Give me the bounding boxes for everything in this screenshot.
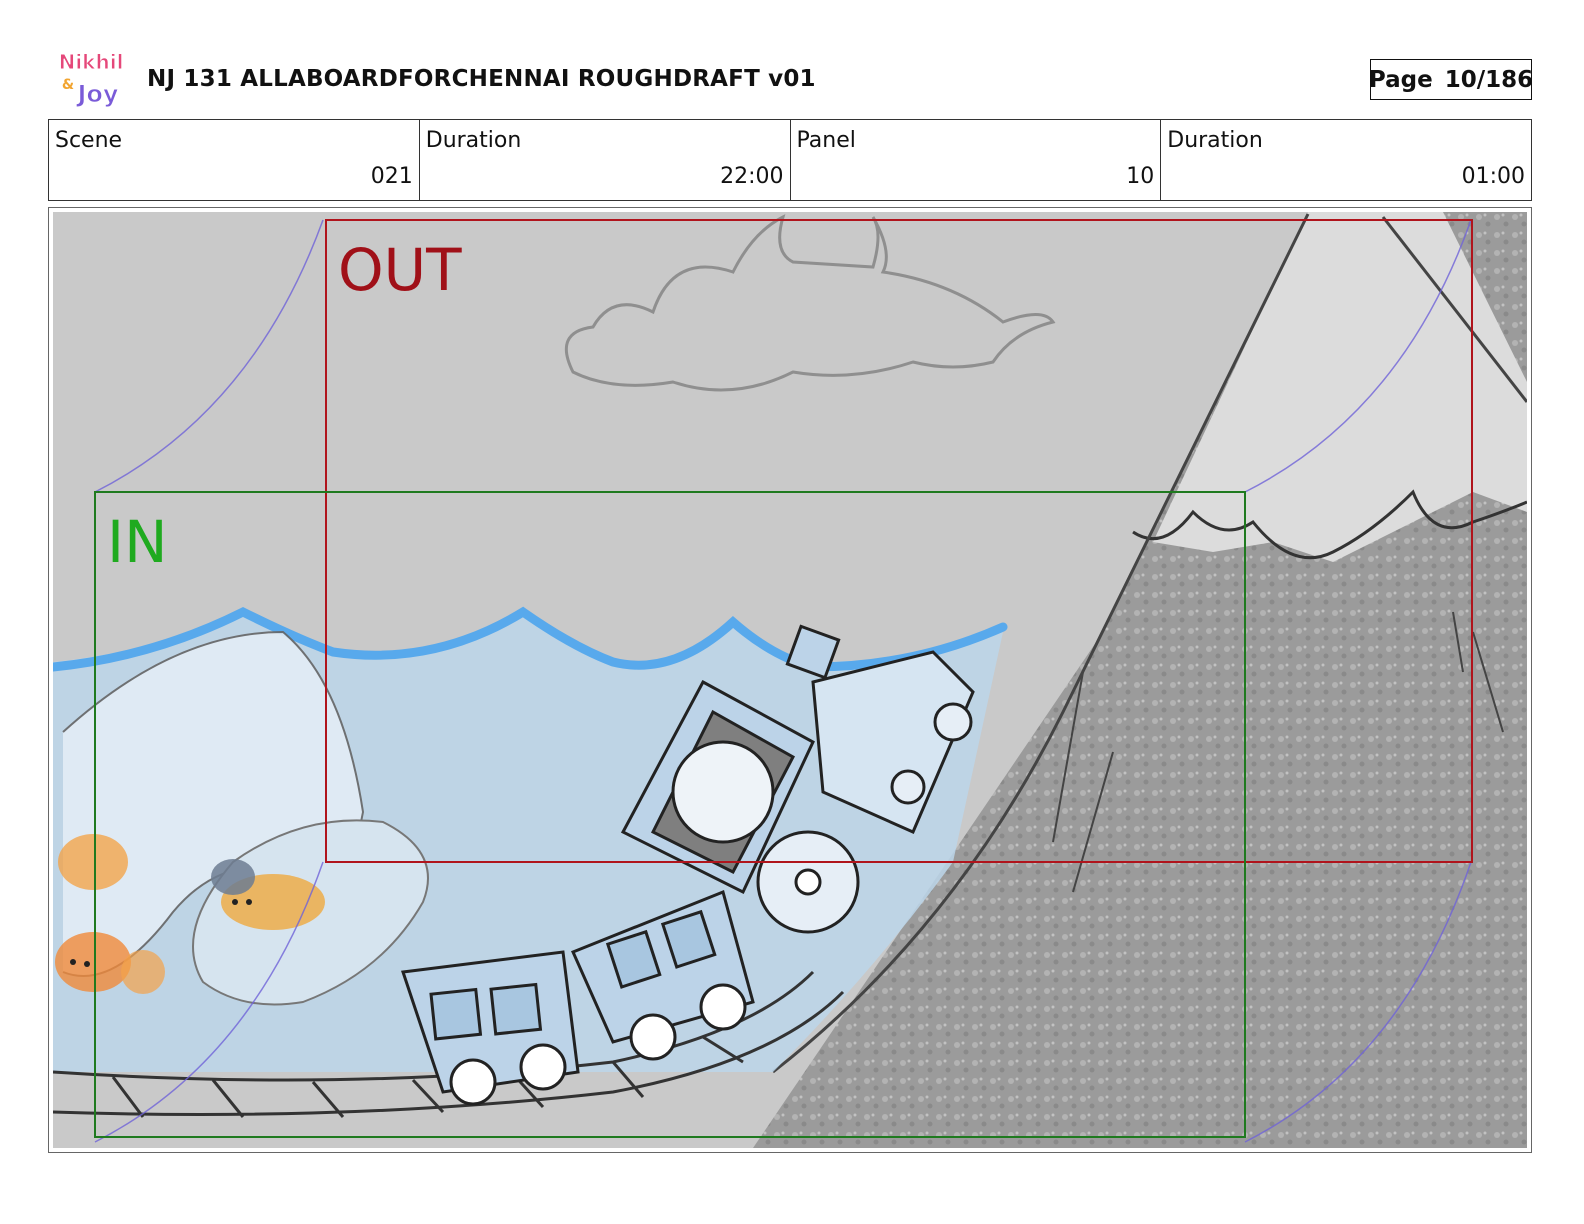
scene-label: Scene <box>55 128 123 153</box>
panel-duration-label: Duration <box>1167 128 1263 153</box>
panel-duration-cell <box>1161 120 1531 200</box>
scene-duration-value: 22:00 <box>720 164 784 189</box>
storyboard-panel <box>48 207 1532 1153</box>
page-number: 10/186 <box>1444 66 1534 93</box>
panel-cell <box>791 120 1162 200</box>
panel-label: Panel <box>796 128 856 153</box>
document-title: NJ 131 ALLABOARDFORCHENNAI ROUGHDRAFT v01 <box>147 66 816 92</box>
storyboard-drawing <box>53 212 1527 1148</box>
page-label: Page <box>1368 66 1433 93</box>
svg-text:&: & <box>61 77 75 93</box>
scene-duration-cell <box>420 120 791 200</box>
scene-cell <box>49 120 420 200</box>
scene-info-table <box>48 119 1532 201</box>
nikhil-joy-logo <box>50 47 132 111</box>
svg-text:Nikhil: Nikhil <box>58 50 124 74</box>
scene-duration-label: Duration <box>425 128 522 153</box>
in-frame-label: IN <box>107 508 168 576</box>
page-indicator <box>1370 59 1532 100</box>
svg-text:Joy: Joy <box>77 80 119 108</box>
panel-duration-value: 01:00 <box>1461 164 1525 189</box>
panel-value: 10 <box>1126 164 1155 189</box>
out-frame-label: OUT <box>338 236 462 304</box>
scene-value: 021 <box>370 164 413 189</box>
